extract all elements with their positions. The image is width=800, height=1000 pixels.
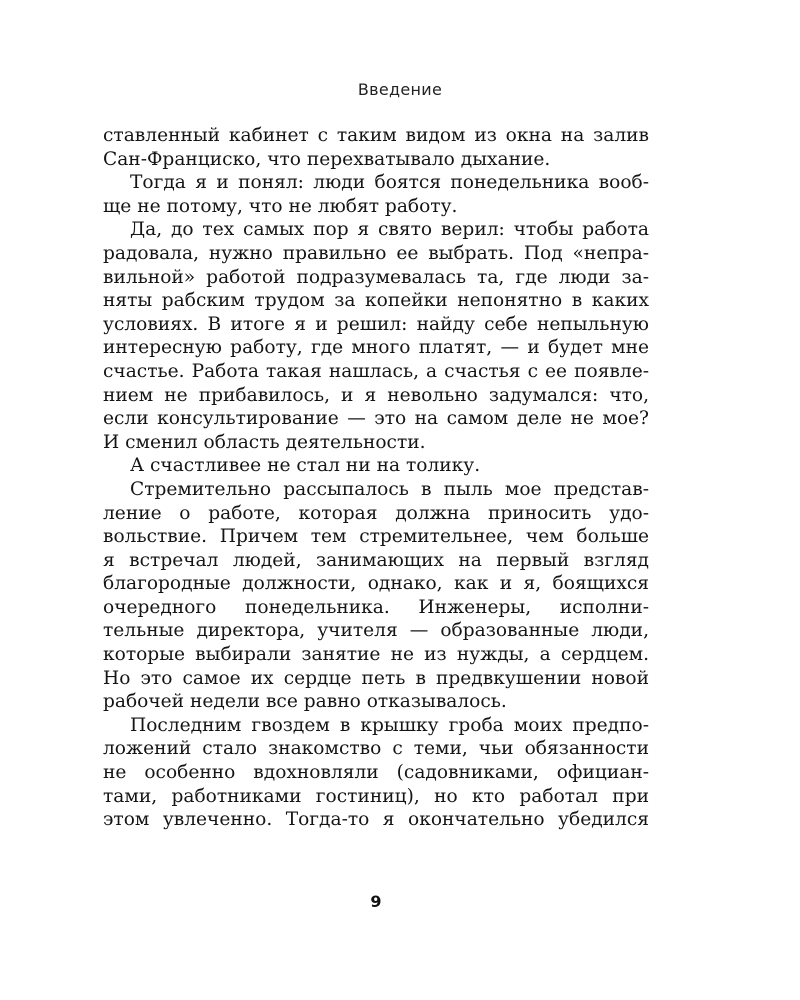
text-line: Но это самое их сердце петь в предвкушении новой: [103, 667, 649, 689]
text-line: нием не прибавилось, и я невольно задумался: что,: [103, 384, 649, 406]
text-line: няты рабским трудом за копейки непонятно в каких: [103, 290, 649, 312]
text-line: этом увлеченно. Тогда-то я окончательно убедился: [103, 809, 649, 831]
text-line: если консультирование — это на самом деле не мое?: [103, 408, 649, 430]
running-head: Введение: [357, 80, 443, 99]
text-line: И сменил область деятельности.: [103, 431, 426, 453]
text-line: ложений стало знакомство с теми, чьи обязанности: [103, 738, 649, 760]
text-line: Сан-Франциско, что перехватывало дыхание.: [103, 148, 551, 170]
text-line: тами, работниками гостиниц), но кто работал при: [103, 785, 649, 807]
text-line: рабочей недели все равно отказывалось.: [103, 691, 507, 713]
text-line: не особенно вдохновляли (садовниками, официан-: [103, 762, 649, 784]
text-line: условиях. В итоге я и решил: найду себе непыльную: [103, 313, 649, 335]
text-line: Да, до тех самых пор я свято верил: чтобы работа: [130, 219, 649, 241]
text-line: радовала, нужно правильно ее выбрать. Под «непра-: [103, 242, 649, 264]
text-line: благородные должности, однако, как и я, боящихся: [103, 573, 649, 595]
text-line: тельные директора, учителя — образованные люди,: [103, 620, 649, 642]
text-line: которые выбирали занятие не из нужды, а сердцем.: [103, 644, 649, 666]
text-line: А счастливее не стал ни на толику.: [130, 455, 481, 477]
text-line: ще не потому, что не любят работу.: [103, 195, 458, 217]
text-line: ление о работе, которая должна приносить удо-: [103, 502, 649, 524]
body-text: [103, 124, 649, 832]
text-line: вильной» работой подразумевалась та, где люди за-: [103, 266, 649, 288]
text-line: Стремительно рассыпалось в пыль мое представ-: [130, 478, 649, 500]
page-number: [0, 892, 752, 911]
text-line: я встречал людей, занимающих на первый взгляд: [103, 549, 649, 571]
page-number-value: 9: [370, 892, 382, 911]
text-line: счастье. Работа такая нашлась, а счастья с ее появле-: [103, 360, 649, 382]
text-line: интересную работу, где много платят, — и будет мне: [103, 337, 649, 359]
text-line: вольствие. Причем тем стремительнее, чем больше: [103, 526, 649, 548]
text-line: Последним гвоздем в крышку гроба моих предпо-: [130, 714, 649, 736]
text-line: Тогда я и понял: люди боятся понедельника вооб-: [130, 172, 649, 194]
text-line: ставленный кабинет с таким видом из окна на залив: [103, 125, 649, 146]
text-line: очередного понедельника. Инженеры, исполни-: [103, 596, 649, 618]
